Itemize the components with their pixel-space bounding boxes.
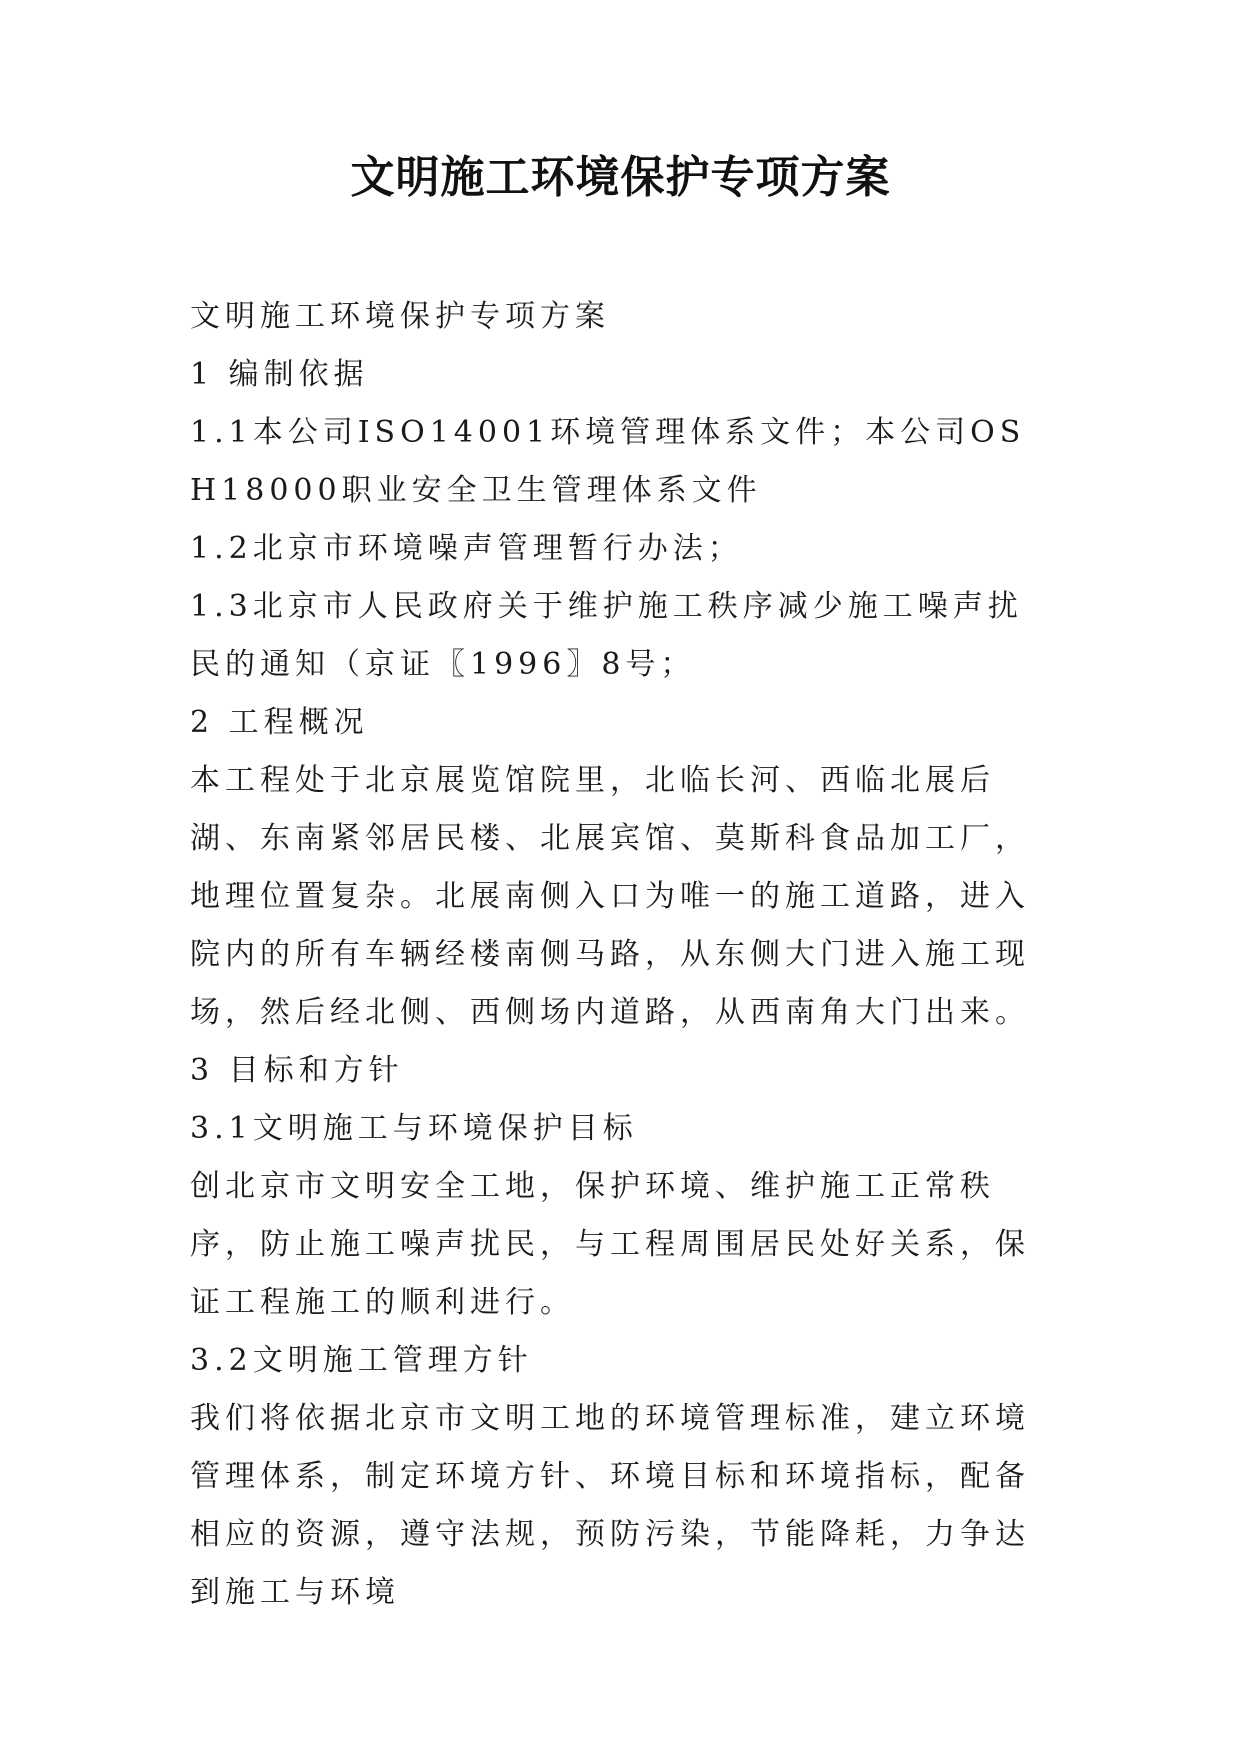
paragraph-3-1: 创北京市文明安全工地，保护环境、维护施工正常秩序，防止施工噪声扰民，与工程周围居民处好关系，保证工程施工的顺利进行。 — [190, 1169, 1030, 1320]
subsection-heading-3-1: 3.1文明施工与环境保护目标 — [190, 1111, 638, 1146]
document-body — [190, 288, 1054, 1622]
document-title: 文明施工环境保护专项方案 — [350, 152, 891, 203]
paragraph-1-3: 1.3北京市人民政府关于维护施工秩序减少施工噪声扰民的通知（京证〖1996〗8号； — [190, 589, 1023, 682]
paragraph-1-2: 1.2北京市环境噪声管理暂行办法； — [190, 531, 743, 566]
subsection-heading-3-2: 3.2文明施工管理方针 — [190, 1343, 533, 1378]
paragraph-subtitle: 文明施工环境保护专项方案 — [190, 299, 610, 334]
section-heading-1: 1 编制依据 — [190, 357, 369, 392]
paragraph-3-2: 我们将依据北京市文明工地的环境管理标准，建立环境管理体系，制定环境方针、环境目标和环境指标，配备相应的资源，遵守法规，预防污染，节能降耗，力争达到施工与环境 — [190, 1401, 1030, 1610]
section-heading-3: 3 目标和方针 — [190, 1053, 404, 1088]
paragraph-project-overview: 本工程处于北京展览馆院里，北临长河、西临北展后湖、东南紧邻居民楼、北展宾馆、莫斯科食品加工厂，地理位置复杂。北展南侧入口为唯一的施工道路，进入院内的所有车辆经楼南侧马路，从东侧大门进入施工现场，然后经北侧、西侧场内道路，从西南角大门出来。 — [190, 763, 1030, 1030]
paragraph-1-1: 1.1本公司ISO14001环境管理体系文件；本公司OSH18000职业安全卫生管理体系文件 — [190, 415, 1026, 508]
section-heading-2: 2 工程概况 — [190, 705, 369, 740]
